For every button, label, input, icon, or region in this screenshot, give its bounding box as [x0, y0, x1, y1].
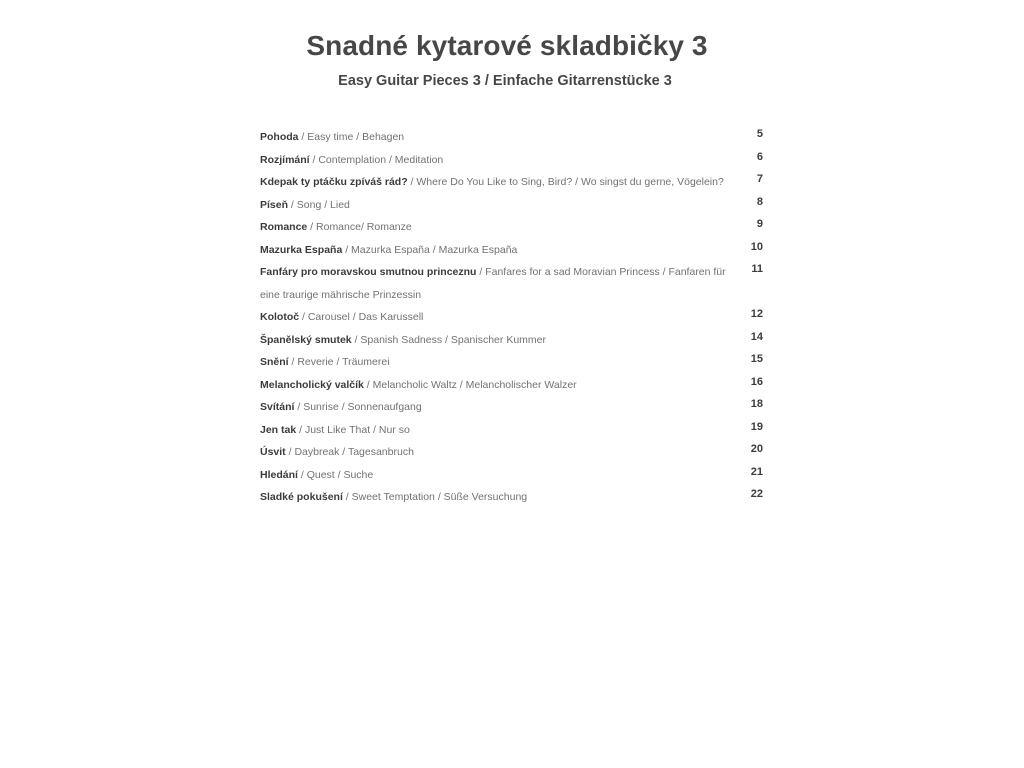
toc-page-number: 15: [750, 353, 763, 365]
toc-title-czech: Kolotoč: [260, 311, 300, 323]
toc-entry-title: [260, 216, 730, 239]
toc-entry: [260, 194, 765, 217]
toc-entry: [260, 171, 765, 194]
toc-entry-title: [260, 171, 730, 194]
toc-title-translations: / Song / Lied: [288, 198, 350, 211]
toc-title-translations: / Melancholic Waltz / Melancholischer Walzer: [363, 378, 577, 391]
toc-page-number: 21: [750, 465, 763, 478]
document-title: Snadné kytarové skladbičky 3: [306, 30, 708, 61]
toc-page-number: 18: [750, 398, 763, 410]
toc-entry-title: [260, 194, 730, 217]
toc-title-translations: / Easy time / Behagen: [298, 131, 405, 143]
toc-title-translations: / Reverie / Träumerei: [288, 356, 390, 368]
toc-title-czech: Mazurka España: [260, 243, 343, 256]
toc-entry-title: [260, 486, 730, 509]
toc-entry: [260, 239, 765, 262]
toc-page-number: 22: [750, 488, 763, 500]
toc-page-number: 10: [750, 240, 763, 253]
toc-title-czech: Španělský smutek: [260, 333, 352, 346]
toc-title-czech: Melancholický valčík: [260, 378, 364, 391]
toc-title-czech: Sladké pokušení: [260, 491, 343, 503]
toc-title-translations: / Sunrise / Sonnenaufgang: [294, 401, 422, 413]
toc-entry-title: [260, 306, 730, 329]
toc-entry: [260, 306, 765, 329]
toc-title-czech: Snění: [260, 356, 289, 368]
toc-title-czech: Úsvit: [260, 446, 286, 458]
toc-title-czech: Kdepak ty ptáčku zpíváš rád?: [260, 176, 408, 188]
toc-title-translations: / Daybreak / Tagesanbruch: [285, 446, 414, 458]
toc-entry-title: [260, 239, 730, 262]
toc-entry-title: [260, 329, 730, 352]
toc-entry: [260, 261, 765, 306]
toc-title-translations: / Just Like That / Nur so: [296, 423, 410, 436]
toc-page-number: 20: [750, 443, 763, 455]
toc-title-czech: Hledání: [260, 468, 298, 481]
toc-page-number: 6: [756, 150, 763, 163]
toc-entry-title: [260, 351, 730, 374]
toc-entry-title: [260, 126, 730, 149]
toc-entry-title: [260, 396, 730, 419]
toc-entry: [260, 126, 765, 149]
toc-entry: [260, 464, 765, 487]
toc-title-czech: Píseň: [260, 198, 289, 211]
toc-title-czech: Romance: [260, 221, 308, 233]
toc-entry: [260, 351, 765, 374]
toc-entry-title: [260, 261, 730, 306]
toc-entry: [260, 486, 765, 509]
toc-entry: [260, 374, 765, 397]
toc-title-czech: Svítání: [260, 401, 295, 413]
toc-entry-title: [260, 441, 730, 464]
toc-title-translations: / Mazurka España / Mazurka España: [342, 243, 518, 256]
toc-title-czech: Fanfáry pro moravskou smutnou princeznu: [260, 266, 477, 278]
toc-entry-title: [260, 374, 730, 397]
document-subtitle: Easy Guitar Pieces 3 / Einfache Gitarrenstücke 3: [338, 73, 672, 89]
toc-title-czech: Pohoda: [260, 131, 299, 143]
toc-entry: [260, 329, 765, 352]
toc-entry: [260, 419, 765, 442]
toc-page-number: 14: [750, 330, 763, 343]
toc-page-number: 12: [750, 308, 763, 320]
toc-entry-title: [260, 464, 730, 487]
toc-page-number: 19: [750, 420, 763, 433]
toc-title-translations: / Contemplation / Meditation: [309, 153, 444, 166]
toc-title-czech: Rozjímání: [260, 153, 310, 166]
toc-title-translations: / Spanish Sadness / Spanischer Kummer: [351, 333, 546, 346]
table-of-contents: [260, 126, 765, 509]
toc-page-number: 7: [756, 173, 763, 185]
toc-page-number: 16: [750, 375, 763, 388]
toc-page-number: 5: [756, 128, 763, 140]
toc-entry: [260, 216, 765, 239]
toc-entry: [260, 396, 765, 419]
toc-title-translations: / Sweet Temptation / Süße Versuchung: [342, 491, 528, 503]
toc-entry: [260, 441, 765, 464]
toc-title-czech: Jen tak: [260, 423, 297, 436]
toc-page-number: 11: [751, 263, 763, 275]
toc-title-translations: / Fanfares for a sad Moravian Princess / Fanfaren für eine traurige mährische Prinzessin: [260, 266, 726, 301]
toc-entry: [260, 149, 765, 172]
toc-title-translations: / Quest / Suche: [297, 468, 374, 481]
toc-entry-title: [260, 149, 730, 172]
toc-title-translations: / Romance/ Romanze: [307, 221, 412, 233]
toc-page-number: 8: [756, 195, 763, 208]
toc-entry-title: [260, 419, 730, 442]
toc-title-translations: / Carousel / Das Karussell: [299, 311, 424, 323]
toc-page-number: 9: [756, 218, 763, 230]
toc-title-translations: / Where Do You Like to Sing, Bird? / Wo singst du gerne, Vögelein?: [407, 176, 724, 188]
